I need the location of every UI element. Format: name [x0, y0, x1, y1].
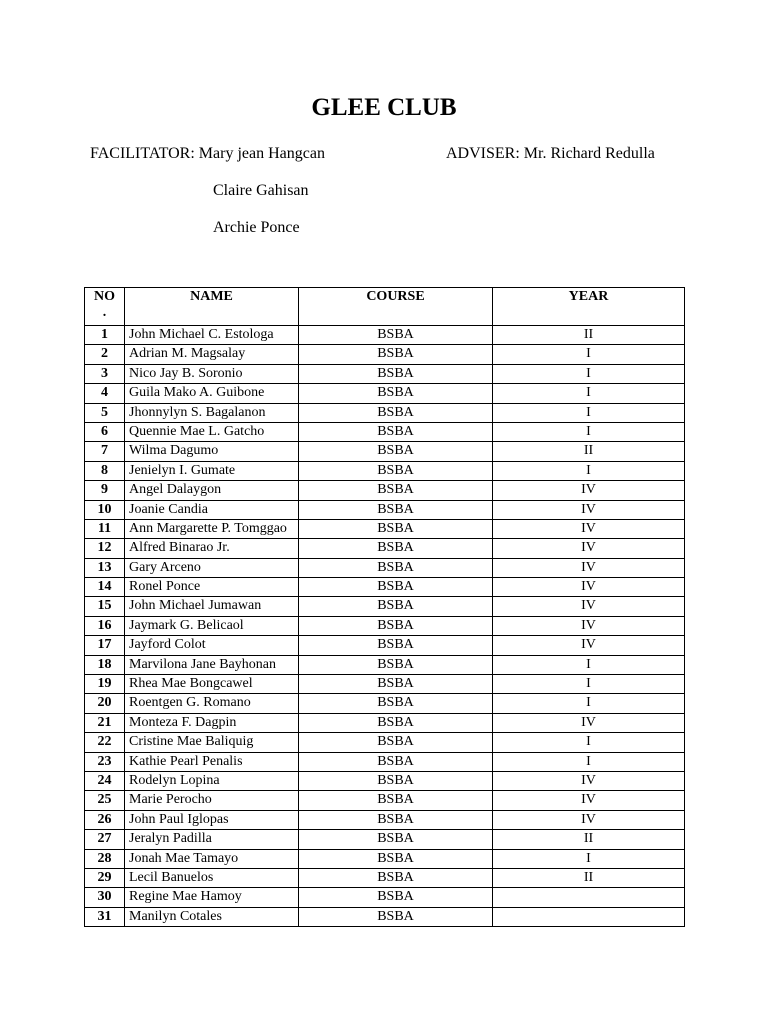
cell-year: II — [493, 326, 685, 345]
cell-course: BSBA — [299, 655, 493, 674]
cell-no: 15 — [85, 597, 125, 616]
cell-year: IV — [493, 597, 685, 616]
cell-name: Guila Mako A. Guibone — [125, 384, 299, 403]
cell-course: BSBA — [299, 345, 493, 364]
cell-year: I — [493, 345, 685, 364]
cell-year — [493, 888, 685, 907]
cell-course: BSBA — [299, 461, 493, 480]
cell-course: BSBA — [299, 539, 493, 558]
facilitator-line: FACILITATOR: Mary jean Hangcan — [90, 145, 325, 162]
cell-course: BSBA — [299, 636, 493, 655]
cell-no: 10 — [85, 500, 125, 519]
cell-name: Marvilona Jane Bayhonan — [125, 655, 299, 674]
cell-name: Jaymark G. Belicaol — [125, 616, 299, 635]
cell-no: 28 — [85, 849, 125, 868]
cell-name: Jonah Mae Tamayo — [125, 849, 299, 868]
cell-no: 8 — [85, 461, 125, 480]
cell-no: 1 — [85, 326, 125, 345]
cell-course: BSBA — [299, 481, 493, 500]
table-row — [85, 888, 685, 907]
column-header-no: NO . — [85, 288, 125, 326]
cell-no: 17 — [85, 636, 125, 655]
table-body — [85, 326, 685, 927]
cell-course: BSBA — [299, 888, 493, 907]
cell-name: Rhea Mae Bongcawel — [125, 675, 299, 694]
cell-name: Roentgen G. Romano — [125, 694, 299, 713]
table-row — [85, 519, 685, 538]
facilitator-name: Archie Ponce — [213, 219, 300, 236]
cell-year: IV — [493, 578, 685, 597]
cell-course: BSBA — [299, 849, 493, 868]
cell-year: I — [493, 675, 685, 694]
table-row — [85, 442, 685, 461]
cell-name: John Paul Iglopas — [125, 810, 299, 829]
cell-year: IV — [493, 636, 685, 655]
cell-no: 7 — [85, 442, 125, 461]
cell-course: BSBA — [299, 791, 493, 810]
cell-name: Regine Mae Hamoy — [125, 888, 299, 907]
table-row — [85, 675, 685, 694]
cell-name: Jenielyn I. Gumate — [125, 461, 299, 480]
cell-course: BSBA — [299, 733, 493, 752]
cell-year: IV — [493, 539, 685, 558]
cell-no: 18 — [85, 655, 125, 674]
page-title: GLEE CLUB — [311, 94, 457, 121]
table-row — [85, 461, 685, 480]
cell-no: 6 — [85, 422, 125, 441]
table-row — [85, 500, 685, 519]
cell-course: BSBA — [299, 616, 493, 635]
cell-course: BSBA — [299, 675, 493, 694]
table-row — [85, 481, 685, 500]
cell-year — [493, 907, 685, 926]
cell-no: 27 — [85, 830, 125, 849]
cell-course: BSBA — [299, 364, 493, 383]
cell-year: IV — [493, 616, 685, 635]
cell-no: 22 — [85, 733, 125, 752]
cell-year: I — [493, 694, 685, 713]
cell-course: BSBA — [299, 558, 493, 577]
cell-no: 24 — [85, 771, 125, 790]
cell-name: Gary Arceno — [125, 558, 299, 577]
cell-no: 25 — [85, 791, 125, 810]
cell-year: I — [493, 849, 685, 868]
cell-course: BSBA — [299, 422, 493, 441]
cell-no: 4 — [85, 384, 125, 403]
cell-course: BSBA — [299, 694, 493, 713]
cell-no: 19 — [85, 675, 125, 694]
table-row — [85, 868, 685, 887]
cell-year: IV — [493, 558, 685, 577]
column-header-name: NAME — [125, 288, 299, 326]
cell-no: 12 — [85, 539, 125, 558]
cell-year: I — [493, 733, 685, 752]
table-row — [85, 810, 685, 829]
cell-name: Joanie Candia — [125, 500, 299, 519]
cell-year: I — [493, 403, 685, 422]
table-row — [85, 830, 685, 849]
cell-no: 23 — [85, 752, 125, 771]
header-row — [85, 288, 685, 326]
cell-course: BSBA — [299, 384, 493, 403]
cell-year: IV — [493, 500, 685, 519]
table-row — [85, 713, 685, 732]
cell-name: Rodelyn Lopina — [125, 771, 299, 790]
cell-no: 3 — [85, 364, 125, 383]
cell-no: 30 — [85, 888, 125, 907]
cell-name: Cristine Mae Baliquig — [125, 733, 299, 752]
cell-name: Wilma Dagumo — [125, 442, 299, 461]
cell-no: 21 — [85, 713, 125, 732]
table-row — [85, 364, 685, 383]
table-row — [85, 791, 685, 810]
cell-course: BSBA — [299, 442, 493, 461]
cell-name: John Michael C. Estologa — [125, 326, 299, 345]
cell-name: Jeralyn Padilla — [125, 830, 299, 849]
cell-course: BSBA — [299, 907, 493, 926]
cell-name: Jayford Colot — [125, 636, 299, 655]
cell-course: BSBA — [299, 578, 493, 597]
table-row — [85, 636, 685, 655]
cell-no: 16 — [85, 616, 125, 635]
table-row — [85, 326, 685, 345]
table-row — [85, 694, 685, 713]
cell-no: 2 — [85, 345, 125, 364]
cell-year: IV — [493, 519, 685, 538]
cell-course: BSBA — [299, 326, 493, 345]
cell-year: I — [493, 384, 685, 403]
cell-name: Alfred Binarao Jr. — [125, 539, 299, 558]
cell-course: BSBA — [299, 519, 493, 538]
table-row — [85, 578, 685, 597]
cell-course: BSBA — [299, 500, 493, 519]
table-row — [85, 771, 685, 790]
cell-name: Lecil Banuelos — [125, 868, 299, 887]
adviser-line: ADVISER: Mr. Richard Redulla — [446, 145, 655, 162]
cell-year: II — [493, 830, 685, 849]
cell-course: BSBA — [299, 771, 493, 790]
cell-no: 20 — [85, 694, 125, 713]
cell-name: Ann Margarette P. Tomggao — [125, 519, 299, 538]
cell-course: BSBA — [299, 597, 493, 616]
cell-course: BSBA — [299, 830, 493, 849]
cell-no: 14 — [85, 578, 125, 597]
facilitator-name: Claire Gahisan — [213, 182, 309, 199]
column-header-course: COURSE — [299, 288, 493, 326]
cell-no: 26 — [85, 810, 125, 829]
cell-name: Quennie Mae L. Gatcho — [125, 422, 299, 441]
cell-name: Angel Dalaygon — [125, 481, 299, 500]
cell-course: BSBA — [299, 810, 493, 829]
cell-name: Monteza F. Dagpin — [125, 713, 299, 732]
cell-course: BSBA — [299, 752, 493, 771]
table-row — [85, 422, 685, 441]
cell-year: I — [493, 655, 685, 674]
cell-no: 11 — [85, 519, 125, 538]
cell-year: IV — [493, 791, 685, 810]
table-row — [85, 616, 685, 635]
cell-name: John Michael Jumawan — [125, 597, 299, 616]
cell-no: 9 — [85, 481, 125, 500]
cell-no: 29 — [85, 868, 125, 887]
table-row — [85, 752, 685, 771]
table-row — [85, 539, 685, 558]
cell-no: 31 — [85, 907, 125, 926]
cell-year: II — [493, 442, 685, 461]
cell-year: I — [493, 422, 685, 441]
column-header-year: YEAR — [493, 288, 685, 326]
cell-name: Manilyn Cotales — [125, 907, 299, 926]
table-row — [85, 558, 685, 577]
cell-year: II — [493, 868, 685, 887]
table-row — [85, 597, 685, 616]
cell-name: Marie Perocho — [125, 791, 299, 810]
table-header — [85, 288, 685, 326]
cell-name: Kathie Pearl Penalis — [125, 752, 299, 771]
cell-no: 13 — [85, 558, 125, 577]
cell-name: Jhonnylyn S. Bagalanon — [125, 403, 299, 422]
cell-name: Nico Jay B. Soronio — [125, 364, 299, 383]
cell-name: Ronel Ponce — [125, 578, 299, 597]
cell-year: I — [493, 364, 685, 383]
cell-year: IV — [493, 771, 685, 790]
cell-name: Adrian M. Magsalay — [125, 345, 299, 364]
cell-year: I — [493, 461, 685, 480]
table-row — [85, 345, 685, 364]
table-row — [85, 733, 685, 752]
cell-course: BSBA — [299, 403, 493, 422]
cell-no: 5 — [85, 403, 125, 422]
cell-year: IV — [493, 810, 685, 829]
table-row — [85, 849, 685, 868]
cell-year: I — [493, 752, 685, 771]
cell-course: BSBA — [299, 713, 493, 732]
cell-course: BSBA — [299, 868, 493, 887]
table-row — [85, 384, 685, 403]
cell-year: IV — [493, 481, 685, 500]
table-row — [85, 907, 685, 926]
table-row — [85, 655, 685, 674]
table-row — [85, 403, 685, 422]
member-table — [84, 287, 685, 927]
cell-year: IV — [493, 713, 685, 732]
